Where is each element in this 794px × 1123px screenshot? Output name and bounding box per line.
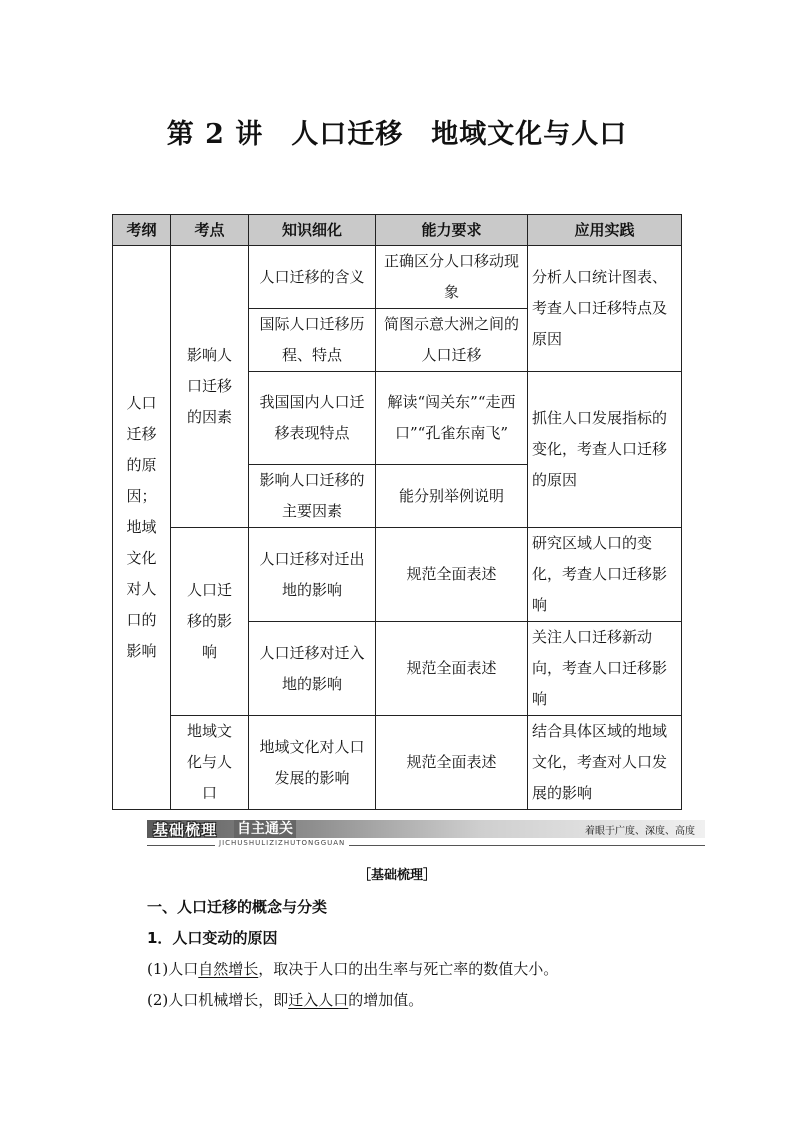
ability-cell: 正确区分人口移动现象: [376, 246, 528, 309]
practice-cell: 研究区域人口的变化，考查人口迁移影响: [528, 528, 682, 622]
paragraph-text: 的增加值。: [348, 991, 424, 1009]
kaodian-cell: 地域文化与人口: [171, 716, 249, 810]
practice-cell: 抓住人口发展指标的变化，考查人口迁移的原因: [528, 372, 682, 528]
page-title: 第 2 讲 人口迁移 地域文化与人口: [166, 119, 628, 150]
answer-blank: 迁入人口: [288, 991, 349, 1009]
ability-cell: 规范全面表述: [376, 528, 528, 622]
knowledge-cell: 人口迁移对迁出地的影响: [249, 528, 376, 622]
knowledge-cell: 国际人口迁移历程、特点: [249, 309, 376, 372]
table-row: [113, 716, 682, 810]
paragraph-natural-growth: [147, 958, 558, 979]
banner-slogan: 着眼于广度、深度、高度: [585, 826, 695, 837]
knowledge-cell: 地域文化对人口发展的影响: [249, 716, 376, 810]
column-header: 考点: [171, 215, 249, 246]
ability-cell: 规范全面表述: [376, 716, 528, 810]
kaogang-cell: 人口迁移的原因；地域文化对人口的影响: [113, 246, 171, 810]
kaodian-cell: 人口迁移的影响: [171, 528, 249, 716]
ability-cell: 简图示意大洲之间的人口迁移: [376, 309, 528, 372]
paragraph-mechanical-growth: [147, 989, 423, 1010]
ability-cell: 解读“闯关东”“走西口”“孔雀东南飞”: [376, 372, 528, 465]
subsection-heading: 1．人口变动的原因: [147, 929, 278, 947]
paragraph-text: (2)人口机械增长，即: [147, 991, 289, 1009]
table-row: [113, 528, 682, 622]
banner-pinyin: JICHUSHULIZIZHUTONGGUAN: [215, 839, 349, 847]
kaodian-cell: 影响人口迁移的因素: [171, 246, 249, 528]
practice-cell: 分析人口统计图表、考查人口迁移特点及原因: [528, 246, 682, 372]
knowledge-cell: 我国国内人口迁移表现特点: [249, 372, 376, 465]
knowledge-cell: 影响人口迁移的主要因素: [249, 465, 376, 528]
column-header: 考纲: [113, 215, 171, 246]
practice-cell: 关注人口迁移新动向，考查人口迁移影响: [528, 622, 682, 716]
section-label: ［基础梳理］: [357, 868, 436, 883]
section-banner: [147, 820, 705, 850]
table-header-row: [113, 215, 682, 246]
table-row: [113, 246, 682, 309]
column-header: 知识细化: [249, 215, 376, 246]
ability-cell: 规范全面表述: [376, 622, 528, 716]
banner-main-title: 基础梳理: [153, 821, 218, 839]
paragraph-text: ，取决于人口的出生率与死亡率的数值大小。: [258, 960, 559, 978]
knowledge-cell: 人口迁移对迁入地的影响: [249, 622, 376, 716]
ability-cell: 能分别举例说明: [376, 465, 528, 528]
banner-subtitle: 自主通关: [234, 820, 296, 838]
practice-cell: 结合具体区域的地域文化，考查对人口发展的影响: [528, 716, 682, 810]
section-heading: 一、人口迁移的概念与分类: [147, 898, 328, 916]
knowledge-cell: 人口迁移的含义: [249, 246, 376, 309]
column-header: 应用实践: [528, 215, 682, 246]
column-header: 能力要求: [376, 215, 528, 246]
syllabus-table: [112, 214, 682, 810]
answer-blank: 自然增长: [198, 960, 259, 978]
paragraph-text: (1)人口: [147, 960, 199, 978]
